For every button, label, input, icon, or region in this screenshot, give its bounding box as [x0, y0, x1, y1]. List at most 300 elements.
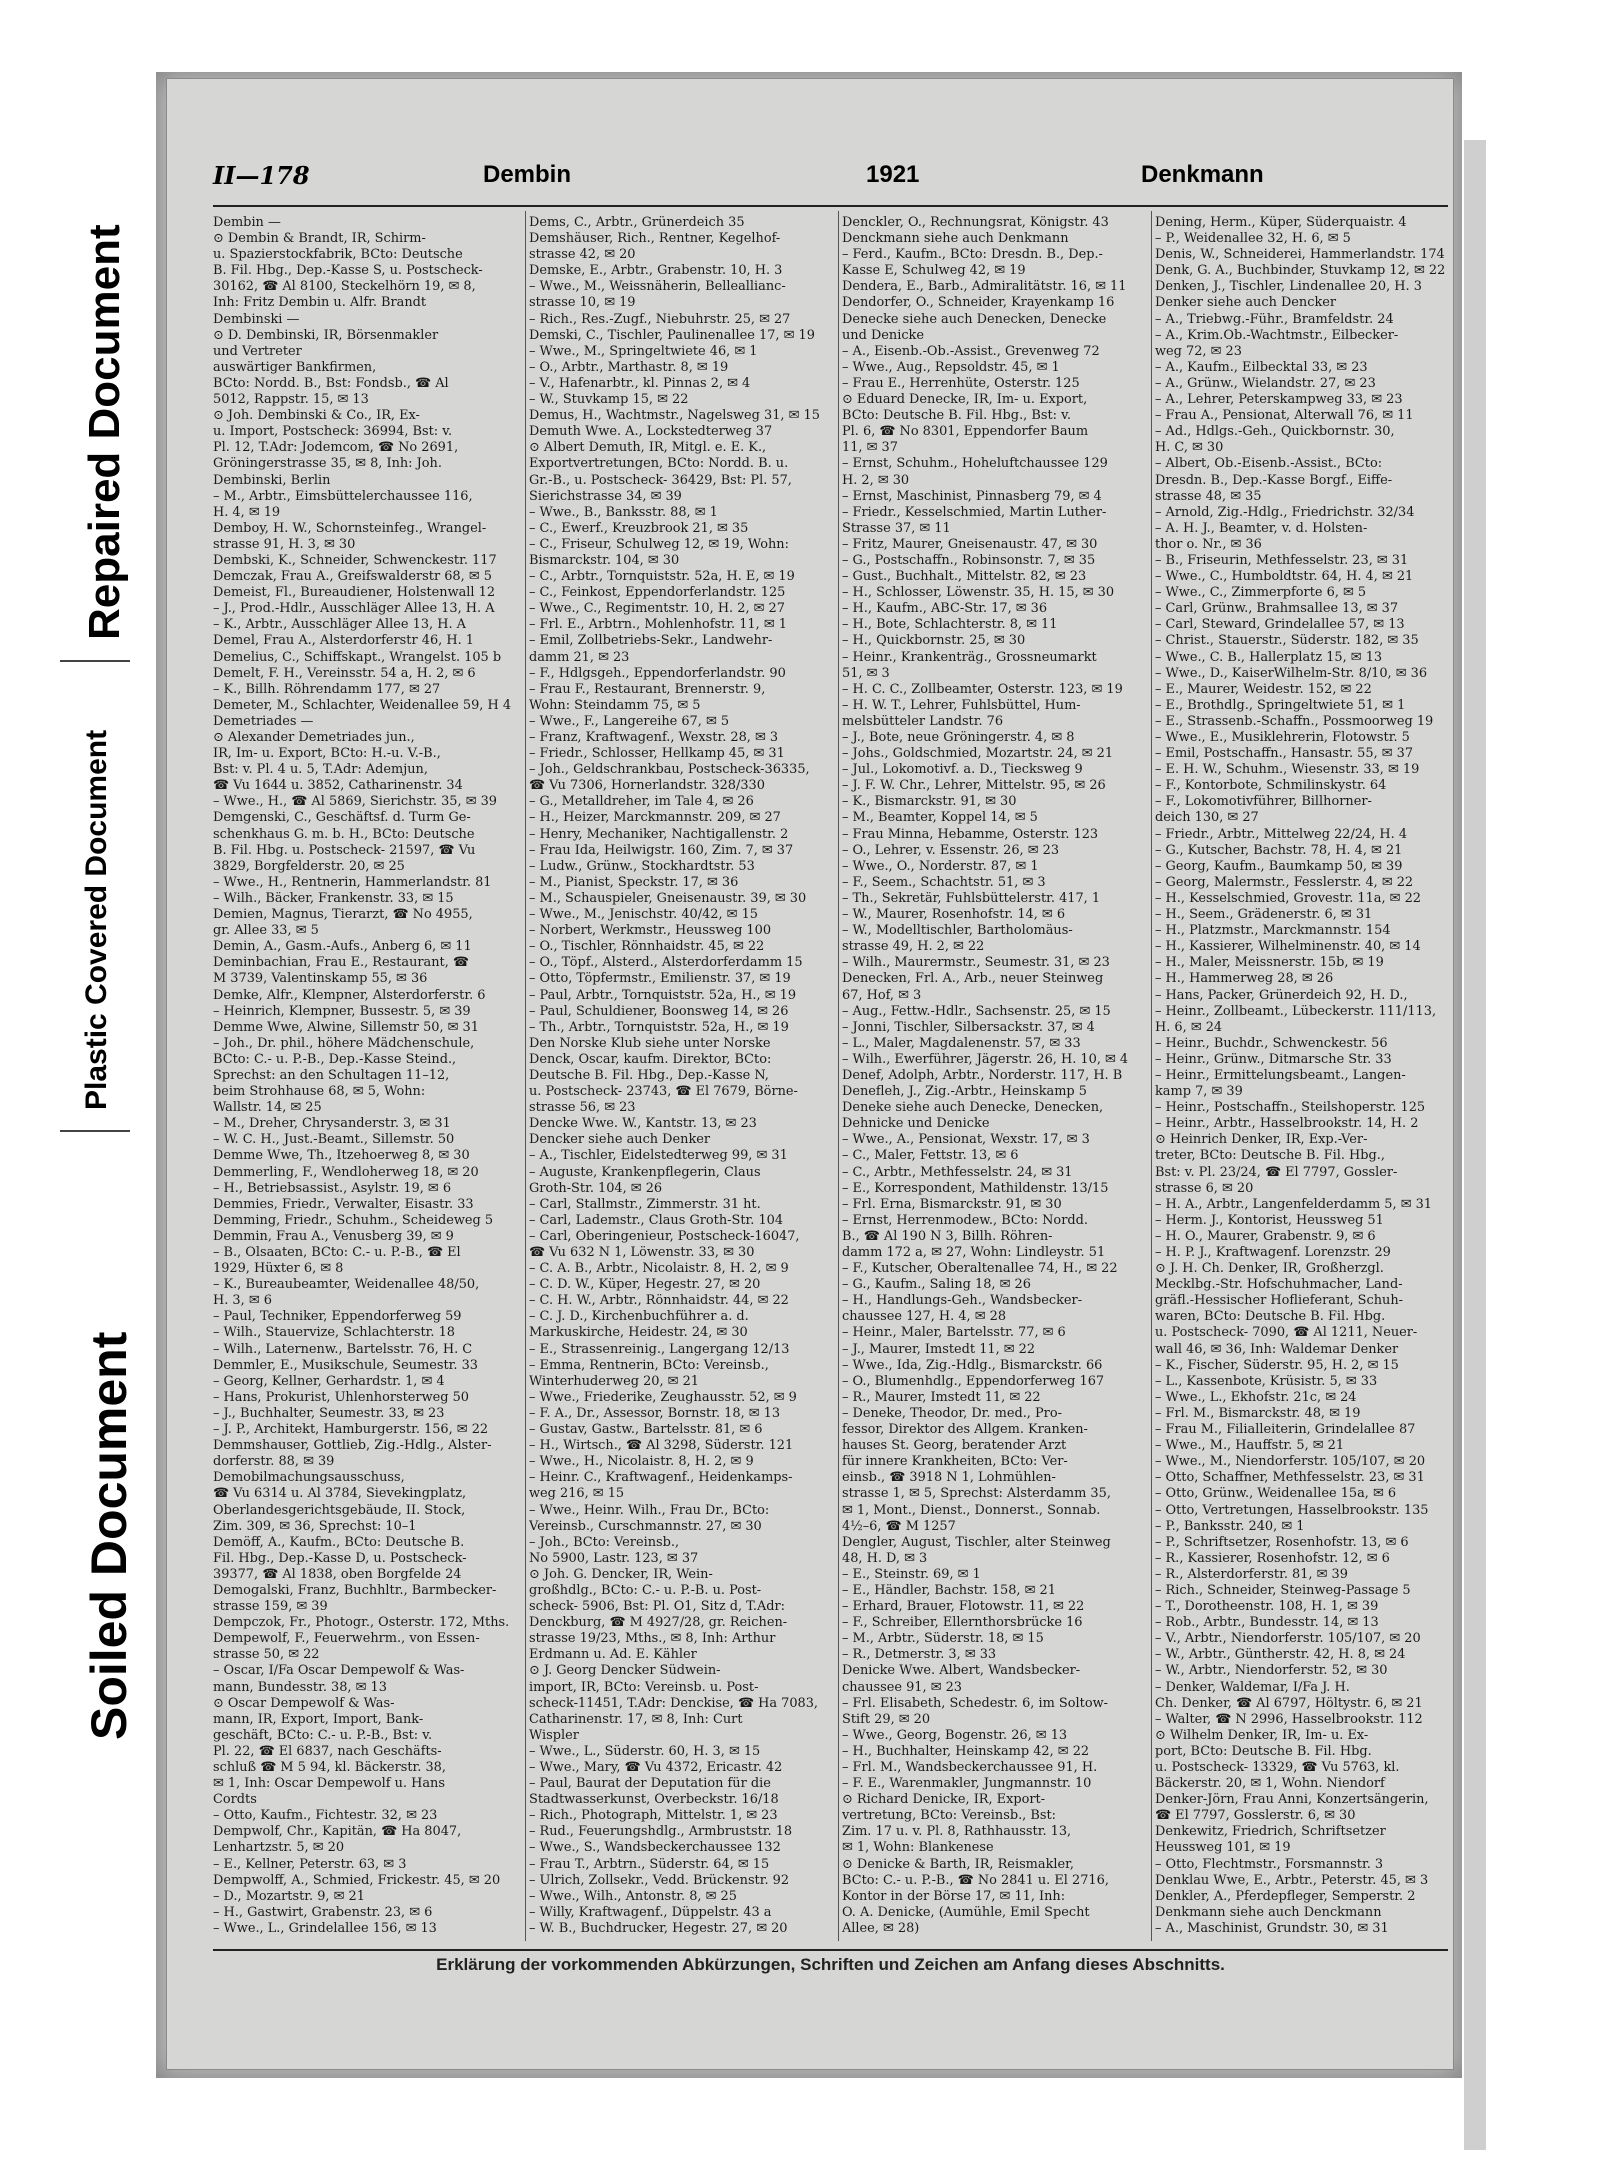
directory-entry-line: – J., Buchhalter, Seumestr. 33, ✉ 23: [213, 1405, 445, 1421]
directory-entry-line: – Willy, Kraftwagenf., Düppelstr. 43 a: [529, 1904, 772, 1920]
directory-entry-line: weg 72, ✉ 23: [1155, 343, 1242, 359]
directory-entry-line: Bst: v. Pl. 23/24, ☎ El 7797, Gossler-: [1155, 1164, 1398, 1180]
directory-entry-line: Dresdn. B., Dep.-Kasse Borgf., Eiffe-: [1155, 472, 1393, 488]
directory-entry-line: Dempwolff, A., Schmied, Frickestr. 45, ✉ 20: [213, 1872, 501, 1888]
directory-entry-line: – Georg, Kaufm., Baumkamp 50, ✉ 39: [1155, 858, 1403, 874]
directory-entry-line: Gr.-B., u. Postscheck- 36429, Bst: Pl. 57,: [529, 472, 792, 488]
directory-entry-line: – Hans, Prokurist, Uhlenhorsterweg 50: [213, 1389, 470, 1405]
directory-entry-line: – Wilh., Maurermstr., Seumestr. 31, ✉ 23: [842, 955, 1110, 971]
directory-entry-line: – A. H. J., Beamter, v. d. Holsten-: [1155, 520, 1368, 536]
directory-entry-line: – K., Fischer, Süderstr. 95, H. 2, ✉ 15: [1155, 1357, 1399, 1373]
directory-entry-line: 39377, ☎ Al 1838, oben Borgfelde 24: [213, 1566, 462, 1582]
directory-entry-line: – Wwe., M., Niendorferstr. 105/107, ✉ 20: [1155, 1454, 1426, 1470]
directory-entry-line: M 3739, Valentinskamp 55, ✉ 36: [213, 971, 428, 987]
directory-entry-line: weg 216, ✉ 15: [529, 1486, 625, 1502]
directory-entry-line: ⊙ Joh. G. Dencker, IR, Wein-: [529, 1566, 713, 1582]
directory-entry-line: – H., Quickbornstr. 25, ✉ 30: [842, 633, 1026, 649]
directory-entry-line: strasse 1, ✉ 5, Sprechst: Alsterdamm 35,: [842, 1486, 1111, 1502]
directory-entry-line: Dempczok, Fr., Photogr., Osterstr. 172, Mths.: [213, 1615, 510, 1631]
directory-entry-line: – H., Hammerweg 28, ✉ 26: [1155, 971, 1334, 987]
directory-entry-line: 30162, ☎ Al 8100, Steckelhörn 19, ✉ 8,: [213, 279, 476, 295]
directory-entry-line: – E., Strassenb.-Schaffn., Possmoorweg 19: [1155, 713, 1434, 729]
directory-entry-line: – Heinr., Zollbeamt., Lübeckerstr. 111/113,: [1155, 1003, 1437, 1019]
directory-entry-line: Demske, E., Arbtr., Grabenstr. 10, H. 3: [529, 263, 783, 279]
directory-entry-line: B., ☎ Al 190 N 3, Billh. Röhren-: [842, 1228, 1053, 1244]
directory-entry-line: Stift 29, ✉ 20: [842, 1711, 931, 1727]
directory-entry-line: Demogalski, Franz, Buchhltr., Barmbecker-: [213, 1582, 497, 1598]
directory-entry-line: – M., Arbtr., Süderstr. 18, ✉ 15: [842, 1631, 1044, 1647]
directory-entry-line: – A., Tischler, Eidelstedterweg 99, ✉ 31: [529, 1148, 788, 1164]
directory-entry-line: – K., Billh. Röhrendamm 177, ✉ 27: [213, 681, 441, 697]
directory-entry-line: – Wwe., C. B., Hallerplatz 15, ✉ 13: [1155, 649, 1383, 665]
directory-entry-line: Dening, Herm., Küper, Süderquaistr. 4: [1155, 215, 1407, 230]
directory-entry-line: – Joh., BCto: Vereinsb.,: [529, 1534, 680, 1550]
directory-entry-line: ⊙ J. H. Ch. Denker, IR, Großherzgl.: [1155, 1261, 1384, 1277]
directory-entry-line: – G., Kaufm., Saling 18, ✉ 26: [842, 1277, 1031, 1293]
column-divider: [1151, 211, 1152, 1941]
directory-entry-line: strasse 48, ✉ 35: [1155, 488, 1262, 504]
directory-entry-line: – C. J. D., Kirchenbuchführer a. d.: [529, 1309, 749, 1325]
directory-entry-line: – R., Kassierer, Rosenhofstr. 12, ✉ 6: [1155, 1550, 1390, 1566]
directory-entry-line: – J., Prod.-Hdlr., Ausschläger Allee 13, H. A: [213, 601, 495, 617]
directory-entry-line: ⊙ Heinrich Denker, IR, Exp.-Ver-: [1155, 1132, 1368, 1148]
directory-entry-line: Heussweg 101, ✉ 19: [1155, 1840, 1291, 1856]
directory-entry-line: – F., Lokomotivführer, Billhorner-: [1155, 794, 1372, 810]
directory-entry-line: Demboy, H. W., Schornsteinfeg., Wrangel-: [213, 520, 487, 536]
directory-entry-line: Vereinsb., Curschmannstr. 27, ✉ 30: [529, 1518, 762, 1534]
directory-entry-line: – O., Tischler, Rönnhaidstr. 45, ✉ 22: [529, 939, 765, 955]
directory-entry-line: – V., Hafenarbtr., kl. Pinnas 2, ✉ 4: [529, 375, 751, 391]
directory-entry-line: – Frau A., Pensionat, Alterwall 76, ✉ 11: [1155, 408, 1414, 424]
first-entry-word: Dembin: [483, 161, 572, 188]
directory-entry-line: – Heinr. C., Kraftwagenf., Heidenkamps-: [529, 1470, 793, 1486]
directory-entry-line: Dencke Wwe. W., Kantstr. 13, ✉ 23: [529, 1116, 757, 1132]
directory-entry-line: – Paul, Baurat der Deputation für die: [529, 1776, 771, 1792]
directory-entry-line: Exportvertretungen, BCto: Nordd. B. u.: [529, 456, 789, 472]
directory-entry-line: – F., Seem., Schachtstr. 51, ✉ 3: [842, 874, 1046, 890]
directory-entry-line: Dehnicke und Denicke: [842, 1116, 990, 1132]
directory-entry-line: – Carl, Lademstr., Claus Groth-Str. 104: [529, 1212, 784, 1228]
directory-entry-line: Demuth Wwe. A., Lockstedterweg 37: [529, 424, 773, 440]
directory-entry-line: Oberlandesgerichtsgebäude, II. Stock,: [213, 1502, 466, 1518]
directory-entry-line: – Jonni, Tischler, Silbersackstr. 37, ✉ 4: [842, 1019, 1095, 1035]
column-3: [842, 215, 1158, 1935]
directory-entry-line: – G., Metalldreher, im Tale 4, ✉ 26: [529, 794, 754, 810]
directory-entry-line: einsb., ☎ 3918 N 1, Lohmühlen-: [842, 1470, 1056, 1486]
directory-entry-line: Demmies, Friedr., Verwalter, Eisastr. 33: [213, 1196, 474, 1212]
directory-entry-line: IR, Im- u. Export, BCto: H.-u. V.-B.,: [213, 746, 441, 762]
directory-entry-line: strasse 91, H. 3, ✉ 30: [213, 536, 356, 552]
directory-entry-line: gr. Allee 33, ✉ 5: [213, 923, 319, 939]
directory-entry-line: – Frl. E., Arbtrn., Mohlenhofstr. 11, ✉ 1: [529, 617, 787, 633]
directory-entry-line: – R., Maurer, Imstedt 11, ✉ 22: [842, 1389, 1041, 1405]
directory-entry-line: – W., Maurer, Rosenhofstr. 14, ✉ 6: [842, 907, 1066, 923]
directory-entry-line: 5012, Rappstr. 15, ✉ 13: [213, 392, 369, 408]
directory-entry-line: Mecklbg.-Str. Hofschuhmacher, Land-: [1155, 1277, 1403, 1293]
directory-entry-line: BCto: Deutsche B. Fil. Hbg., Bst: v.: [842, 408, 1071, 424]
directory-entry-line: – H. P. J., Kraftwagenf. Lorenzstr. 29: [1155, 1245, 1391, 1260]
directory-entry-line: – Carl, Steward, Grindelallee 57, ✉ 13: [1155, 617, 1405, 633]
directory-entry-line: – L., Kassenbote, Krüsistr. 5, ✉ 33: [1155, 1373, 1378, 1389]
directory-entry-line: – Wwe., A., Pensionat, Wexstr. 17, ✉ 3: [842, 1132, 1090, 1148]
directory-entry-line: Dengler, August, Tischler, alter Steinweg: [842, 1534, 1111, 1550]
side-label-soiled: Soiled Document: [81, 1331, 137, 1740]
directory-entry-line: scheck-11451, T.Adr: Denckise, ☎ Ha 7083,: [529, 1695, 819, 1711]
directory-entry-line: 3829, Borgfelderstr. 20, ✉ 25: [213, 858, 405, 874]
directory-entry-line: – Heinr., Maler, Bartelsstr. 77, ✉ 6: [842, 1325, 1066, 1341]
directory-entry-line: Dembin —: [213, 215, 281, 230]
directory-entry-line: – Wwe., Ida, Zig.-Hdlg., Bismarckstr. 66: [842, 1357, 1103, 1373]
directory-entry-line: wall 46, ✉ 36, Inh: Waldemar Denker: [1155, 1341, 1399, 1357]
directory-entry-line: – Wwe., Mary, ☎ Vu 4372, Ericastr. 42: [529, 1760, 783, 1775]
abbreviation-note: Erklärung der vorkommenden Abkürzungen, Schriften und Zeichen am Anfang dieses Abschnitts.: [436, 1955, 1225, 1974]
directory-entry-line: auswärtiger Bankfirmen,: [213, 359, 377, 375]
directory-entry-line: – A., Krim.Ob.-Wachtmstr., Eilbecker-: [1155, 327, 1399, 343]
directory-entry-line: Sprechst: an den Schultagen 11–12,: [213, 1067, 450, 1083]
directory-entry-line: strasse 10, ✉ 19: [529, 295, 636, 311]
directory-entry-line: Denkler, A., Pferdepfleger, Semperstr. 2: [1155, 1888, 1416, 1904]
directory-entry-line: – Wwe., L., Süderstr. 60, H. 3, ✉ 15: [529, 1743, 761, 1759]
directory-entry-line: Wispler: [529, 1727, 579, 1743]
directory-entry-line: – Paul, Schuldiener, Boonsweg 14, ✉ 26: [529, 1003, 789, 1019]
directory-entry-line: – Wwe., B., Banksstr. 88, ✉ 1: [529, 504, 718, 520]
directory-entry-line: – J., Bote, neue Gröningerstr. 4, ✉ 8: [842, 730, 1075, 745]
directory-entry-line: ☎ El 7797, Gosslerstr. 6, ✉ 30: [1155, 1808, 1356, 1824]
directory-entry-line: Fil. Hbg., Dep.-Kasse D, u. Postscheck-: [213, 1550, 467, 1566]
directory-entry-line: – Wwe., C., Regimentstr. 10, H. 2, ✉ 27: [529, 601, 785, 617]
directory-entry-line: – Emil, Zollbetriebs-Sekr., Landwehr-: [529, 633, 773, 649]
directory-entry-line: mann, Bundesstr. 38, ✉ 13: [213, 1679, 387, 1695]
directory-entry-line: ☎ Vu 7306, Hornerlandstr. 328/330: [529, 778, 765, 794]
directory-entry-line: – Carl, Stallmstr., Zimmerstr. 31 ht.: [529, 1196, 761, 1212]
directory-entry-line: – K., Bismarckstr. 91, ✉ 30: [842, 794, 1017, 810]
directory-entry-line: Dempewolf, F., Feuerwehrm., von Essen-: [213, 1631, 480, 1647]
directory-entry-line: BCto: C.- u. P.-B., Dep.-Kasse Steind.,: [213, 1051, 457, 1067]
directory-entry-line: – Otto, Grünw., Weidenallee 15a, ✉ 6: [1155, 1486, 1397, 1502]
directory-entry-line: – Ludw., Grünw., Stockhardtstr. 53: [529, 858, 755, 874]
directory-entry-line: – T., Dorotheenstr. 108, H. 1, ✉ 39: [1155, 1599, 1379, 1615]
directory-entry-line: – O., Töpf., Alsterd., Alsterdorferdamm 15: [529, 955, 803, 971]
directory-entry-line: – Emil, Postschaffn., Hansastr. 55, ✉ 37: [1155, 746, 1414, 762]
directory-entry-line: – R., Alsterdorferstr. 81, ✉ 39: [1155, 1566, 1348, 1582]
directory-entry-line: – C. H. W., Arbtr., Rönnhaidstr. 44, ✉ 22: [529, 1293, 789, 1309]
directory-entry-line: – L., Maler, Magdalenenstr. 57, ✉ 33: [842, 1035, 1081, 1051]
directory-entry-line: u. Import, Postscheck: 36994, Bst: v.: [213, 424, 453, 440]
directory-entry-line: Demme Wwe, Alwine, Sillemstr 50, ✉ 31: [213, 1019, 479, 1035]
directory-entry-line: – Erhard, Brauer, Flotowstr. 11, ✉ 22: [842, 1599, 1085, 1615]
directory-entry-line: schluß ☎ M 5 94, kl. Bäckerstr. 38,: [213, 1760, 446, 1775]
directory-entry-line: ☎ Vu 1644 u. 3852, Catharinenstr. 34: [213, 778, 463, 794]
directory-entry-line: Catharinenstr. 17, ✉ 8, Inh: Curt: [529, 1711, 743, 1727]
directory-entry-line: Denecken, Frl. A., Arb., neuer Steinweg: [842, 971, 1104, 987]
directory-entry-line: – Wwe., M., Jenischstr. 40/42, ✉ 15: [529, 907, 758, 923]
directory-entry-line: ⊙ Eduard Denecke, IR, Im- u. Export,: [842, 392, 1088, 408]
directory-entry-line: Lenhartzstr. 5, ✉ 20: [213, 1840, 345, 1856]
directory-entry-line: – A., Lehrer, Peterskampweg 33, ✉ 23: [1155, 392, 1403, 408]
directory-entry-line: Kontor in der Börse 17, ✉ 11, Inh:: [842, 1888, 1066, 1904]
directory-entry-line: – Frau E., Herrenhüte, Osterstr. 125: [842, 375, 1080, 391]
directory-entry-line: dorferstr. 88, ✉ 39: [213, 1454, 335, 1470]
directory-entry-line: – O., Lehrer, v. Essenstr. 26, ✉ 23: [842, 842, 1060, 858]
column-divider: [525, 211, 526, 1941]
directory-entry-line: Winterhuderweg 20, ✉ 21: [529, 1373, 699, 1389]
directory-entry-line: – B., Friseurin, Methfesselstr. 23, ✉ 31: [1155, 552, 1409, 568]
directory-entry-line: – Ernst, Herrenmodew., BCto: Nordd.: [842, 1212, 1088, 1228]
directory-entry-line: – Paul, Arbtr., Tornquiststr. 52a, H., ✉ 19: [529, 987, 797, 1003]
directory-entry-line: – Friedr., Kesselschmied, Martin Luther-: [842, 504, 1107, 520]
directory-entry-line: – Georg, Kellner, Gerhardstr. 1, ✉ 4: [213, 1373, 445, 1389]
directory-entry-line: – E., Kellner, Peterstr. 63, ✉ 3: [213, 1856, 407, 1872]
directory-entry-line: – Walter, ☎ N 2996, Hasselbrookstr. 112: [1155, 1711, 1423, 1727]
directory-entry-line: – Heinr., Buchdr., Schwenckestr. 56: [1155, 1035, 1388, 1051]
directory-entry-line: – Otto, Schaffner, Methfesselstr. 23, ✉ 31: [1155, 1470, 1425, 1486]
directory-entry-line: – Ulrich, Zollsekr., Vedd. Brückenstr. 92: [529, 1872, 790, 1888]
directory-entry-line: – Rud., Feuerungshdlg., Armbruststr. 18: [529, 1824, 793, 1840]
column-4: [1155, 215, 1450, 1935]
directory-entry-line: Demel, Frau A., Alsterdorferstr 46, H. 1: [213, 633, 474, 649]
directory-entry-line: – Wwe., H., Rentnerin, Hammerlandstr. 81: [213, 874, 492, 890]
directory-entry-line: – Oscar, I/Fa Oscar Dempewolf & Was-: [213, 1663, 465, 1679]
header-year: 1921: [866, 161, 920, 188]
directory-entry-line: und Denicke: [842, 327, 925, 343]
directory-entry-line: hauses St. Georg, beratender Arzt: [842, 1438, 1067, 1454]
directory-entry-line: Inh: Fritz Dembin u. Alfr. Brandt: [213, 295, 427, 311]
directory-entry-line: ⊙ Albert Demuth, IR, Mitgl. e. E. K.,: [529, 440, 767, 456]
directory-entry-line: – E., Brothdlg., Springeltwiete 51, ✉ 1: [1155, 697, 1406, 713]
directory-entry-line: – Wilh., Stauervize, Schlachterstr. 18: [213, 1325, 456, 1341]
column-divider: [838, 211, 839, 1941]
directory-entry-line: Demmin, Frau A., Venusberg 39, ✉ 9: [213, 1228, 454, 1244]
directory-entry-line: – Frau T., Arbtrn., Süderstr. 64, ✉ 15: [529, 1856, 770, 1872]
directory-entry-line: Denker-Jörn, Frau Anni, Konzertsängerin,: [1155, 1792, 1429, 1808]
directory-entry-line: – Frau M., Filialleiterin, Grindelallee 87: [1155, 1422, 1416, 1438]
directory-entry-line: – Friedr., Schlosser, Hellkamp 45, ✉ 31: [529, 746, 785, 762]
directory-entry-line: Demski, C., Tischler, Paulinenallee 17, ✉ 19: [529, 327, 815, 343]
directory-entry-line: Denkewitz, Friedrich, Schriftsetzer: [1155, 1824, 1386, 1840]
directory-entry-line: – Rich., Photograph, Mittelstr. 1, ✉ 23: [529, 1808, 778, 1824]
header-rule: [213, 205, 1448, 207]
directory-entry-line: Sierichstrasse 34, ✉ 39: [529, 488, 682, 504]
directory-entry-line: – C., Maler, Fettstr. 13, ✉ 6: [842, 1148, 1019, 1164]
directory-entry-line: ⊙ Oscar Dempewolf & Was-: [213, 1695, 395, 1711]
column-2: [529, 215, 845, 1935]
directory-entry-line: – Wwe., M., Hauffstr. 5, ✉ 21: [1155, 1438, 1345, 1454]
side-label-separator: [60, 660, 130, 662]
directory-entry-line: Demmshauser, Gottlieb, Zig.-Hdlg., Alster-: [213, 1438, 492, 1454]
directory-entry-line: O. A. Denicke, (Aumühle, Emil Specht: [842, 1904, 1090, 1920]
directory-entry-line: – Heinrich, Klempner, Bussestr. 5, ✉ 39: [213, 1003, 471, 1019]
directory-entry-line: u. Spazierstockfabrik, BCto: Deutsche: [213, 247, 463, 263]
directory-entry-line: strasse 49, H. 2, ✉ 22: [842, 939, 985, 955]
directory-entry-line: – H. A., Arbtr., Langenfelderdamm 5, ✉ 31: [1155, 1196, 1432, 1212]
directory-entry-line: ⊙ D. Dembinski, IR, Börsenmakler: [213, 327, 439, 343]
directory-entry-line: – H., Maler, Meissnerstr. 15b, ✉ 19: [1155, 955, 1384, 971]
directory-entry-line: – Emma, Rentnerin, BCto: Vereinsb.,: [529, 1357, 769, 1373]
directory-entry-line: Demgenski, C., Geschäftsf. d. Turm Ge-: [213, 810, 471, 826]
directory-entry-line: – E., Korrespondent, Mathildenstr. 13/15: [842, 1180, 1109, 1196]
directory-entry-line: – Heinr., Arbtr., Hasselbrookstr. 14, H. 2: [1155, 1116, 1419, 1132]
directory-entry-line: – Henry, Mechaniker, Nachtigallenstr. 2: [529, 826, 789, 842]
directory-entry-line: Dembski, K., Schneider, Schwenckestr. 117: [213, 552, 497, 568]
page-header: [213, 161, 1448, 195]
directory-entry-line: Denecke siehe auch Denecken, Denecke: [842, 311, 1107, 327]
directory-entry-line: – F. E., Warenmakler, Jungmannstr. 10: [842, 1776, 1092, 1792]
directory-entry-line: H. C, ✉ 30: [1155, 440, 1224, 456]
directory-entry-line: strasse 6, ✉ 20: [1155, 1180, 1254, 1196]
directory-entry-line: – Albert, Ob.-Eisenb.-Assist., BCto:: [1155, 456, 1383, 472]
directory-entry-line: – J. P., Architekt, Hamburgerstr. 156, ✉ 22: [213, 1422, 489, 1438]
directory-entry-line: – Wwe., E., Musiklehrerin, Flotowstr. 5: [1155, 730, 1410, 745]
directory-entry-line: – H., Kesselschmied, Grovestr. 11a, ✉ 22: [1155, 890, 1421, 906]
directory-entry-line: – M., Pianist, Speckstr. 17, ✉ 36: [529, 874, 739, 890]
directory-entry-line: – E. H. W., Schuhm., Wiesenstr. 33, ✉ 19: [1155, 762, 1420, 778]
directory-entry-line: 1929, Hüxter 6, ✉ 8: [213, 1261, 344, 1277]
directory-entry-line: – Frl. M., Wandsbeckerchaussee 91, H.: [842, 1760, 1098, 1775]
directory-entry-line: – Auguste, Krankenpflegerin, Claus: [529, 1164, 761, 1180]
directory-entry-line: – Th., Sekretär, Fuhlsbüttelerstr. 417, 1: [842, 890, 1101, 906]
directory-entry-line: – H., Gastwirt, Grabenstr. 23, ✉ 6: [213, 1904, 433, 1920]
directory-entry-line: 51, ✉ 3: [842, 665, 890, 681]
directory-entry-line: Denker siehe auch Dencker: [1155, 295, 1337, 311]
directory-entry-line: – Frl. Erna, Bismarckstr. 91, ✉ 30: [842, 1196, 1062, 1212]
directory-entry-line: Groth-Str. 104, ✉ 26: [529, 1180, 663, 1196]
directory-entry-line: Denkmann siehe auch Denckmann: [1155, 1904, 1382, 1920]
directory-entry-line: chaussee 91, ✉ 23: [842, 1679, 962, 1695]
directory-entry-line: – F., Kontorbote, Schmilinskystr. 64: [1155, 778, 1387, 794]
page-number: II—178: [213, 161, 310, 190]
directory-entry-line: u. Postscheck- 23743, ☎ El 7679, Börne-: [529, 1084, 798, 1100]
directory-entry-line: Denckburg, ☎ M 4927/28, gr. Reichen-: [529, 1615, 788, 1631]
directory-entry-line: – Hans, Packer, Grünerdeich 92, H. D.,: [1155, 987, 1408, 1003]
directory-entry-line: strasse 42, ✉ 20: [529, 247, 636, 263]
directory-entry-line: – Aug., Fettw.-Hdlr., Sachsenstr. 25, ✉ 15: [842, 1003, 1111, 1019]
directory-entry-line: H. 2, ✉ 30: [842, 472, 910, 488]
directory-entry-line: Kasse E, Schulweg 42, ✉ 19: [842, 263, 1026, 279]
directory-entry-line: – Wwe., O., Norderstr. 87, ✉ 1: [842, 858, 1039, 874]
directory-entry-line: – Heinr., Ermittelungsbeamt., Langen-: [1155, 1067, 1406, 1083]
directory-entry-line: Markuskirche, Heidestr. 24, ✉ 30: [529, 1325, 748, 1341]
directory-entry-line: – Carl, Oberingenieur, Postscheck-16047,: [529, 1228, 800, 1244]
directory-entry-line: Allee, ✉ 28): [842, 1920, 920, 1935]
directory-entry-line: – Otto, Vertretungen, Hasselbrookstr. 135: [1155, 1502, 1429, 1518]
directory-entry-line: – Franz, Kraftwagenf., Wexstr. 28, ✉ 3: [529, 730, 779, 745]
directory-entry-line: Den Norske Klub siehe unter Norske: [529, 1035, 771, 1051]
directory-entry-line: gräfl.-Hessischer Hoflieferant, Schuh-: [1155, 1293, 1403, 1309]
directory-entry-line: – W. C. H., Just.-Beamt., Sillemstr. 50: [213, 1132, 455, 1148]
directory-entry-line: – Rich., Res.-Zugf., Niebuhrstr. 25, ✉ 27: [529, 311, 791, 327]
directory-entry-line: Denef, Adolph, Arbtr., Norderstr. 117, H. B: [842, 1067, 1123, 1083]
directory-entry-line: Denklau Wwe, E., Arbtr., Peterstr. 45, ✉ 3: [1155, 1872, 1429, 1888]
directory-entry-line: – Wwe., H., ☎ Al 5869, Sierichstr. 35, ✉ 39: [213, 794, 497, 810]
directory-entry-line: – Wwe., M., Weissnäherin, Belleallianc-: [529, 279, 786, 295]
directory-entry-line: B. Fil. Hbg. u. Postscheck- 21597, ☎ Vu: [213, 842, 476, 858]
directory-entry-line: – Georg, Malermstr., Fesslerstr. 4, ✉ 22: [1155, 874, 1414, 890]
directory-entry-line: ⊙ Dembin & Brandt, IR, Schirm-: [213, 231, 426, 247]
directory-entry-line: damm 21, ✉ 23: [529, 649, 630, 665]
directory-entry-line: – Wwe., Heinr. Wilh., Frau Dr., BCto:: [529, 1502, 770, 1518]
directory-entry-line: – O., Arbtr., Marthastr. 8, ✉ 19: [529, 359, 729, 375]
directory-entry-line: schenkhaus G. m. b. H., BCto: Deutsche: [213, 826, 475, 842]
directory-entry-line: H. 3, ✉ 6: [213, 1293, 272, 1309]
directory-entry-line: – Jul., Lokomotivf. a. D., Tiecksweg 9: [842, 762, 1083, 778]
directory-entry-line: – Wwe., F., Langereihe 67, ✉ 5: [529, 713, 730, 729]
directory-entry-line: – A., Maschinist, Grundstr. 30, ✉ 31: [1155, 1920, 1389, 1935]
directory-entry-line: – Wwe., H., Nicolaistr. 8, H. 2, ✉ 9: [529, 1454, 754, 1470]
directory-entry-line: Deminbachian, Frau E., Restaurant, ☎: [213, 955, 469, 971]
directory-entry-line: Denken, J., Tischler, Lindenallee 20, H. 3: [1155, 279, 1422, 295]
directory-entry-line: – Wwe., D., KaiserWilhelm-Str. 8/10, ✉ 36: [1155, 665, 1428, 681]
directory-entry-line: – Arnold, Zig.-Hdlg., Friedrichstr. 32/34: [1155, 504, 1415, 520]
directory-entry-line: – Joh., Dr. phil., höhere Mädchenschule,: [213, 1035, 475, 1051]
directory-entry-line: Denis, W., Schneiderei, Hammerlandstr. 174: [1155, 247, 1445, 263]
directory-entry-line: No 5900, Lastr. 123, ✉ 37: [529, 1550, 699, 1566]
directory-entry-line: – V., Arbtr., Niendorferstr. 105/107, ✉ 20: [1155, 1631, 1421, 1647]
directory-entry-line: – O., Blumenhdlg., Eppendorferweg 167: [842, 1373, 1105, 1389]
side-label-plastic: Plastic Covered Document: [80, 729, 113, 1110]
directory-entry-line: – Ad., Hdlgs.-Geh., Quickbornstr. 30,: [1155, 424, 1395, 440]
directory-entry-line: B. Fil. Hbg., Dep.-Kasse S, u. Postscheck-: [213, 263, 483, 279]
directory-entry-line: – Wilh., Bäcker, Frankenstr. 33, ✉ 15: [213, 890, 454, 906]
directory-entry-line: – E., Maurer, Weidestr. 152, ✉ 22: [1155, 681, 1372, 697]
directory-entry-line: für innere Krankheiten, BCto: Ver-: [842, 1454, 1068, 1470]
directory-entry-line: Demshäuser, Rich., Rentner, Kegelhof-: [529, 231, 781, 247]
directory-entry-line: – Paul, Techniker, Eppendorferweg 59: [213, 1309, 462, 1325]
directory-entry-line: ⊙ Alexander Demetriades jun.,: [213, 730, 415, 745]
directory-entry-line: – A., Triebwg.-Führ., Bramfeldstr. 24: [1155, 311, 1394, 327]
directory-entry-line: Demobilmachungsausschuss,: [213, 1470, 405, 1486]
directory-entry-line: mann, IR, Export, Import, Bank-: [213, 1711, 424, 1727]
directory-entry-line: – F., Schreiber, Ellernthorsbrücke 16: [842, 1615, 1083, 1631]
directory-entry-line: Demöff, A., Kaufm., BCto: Deutsche B.: [213, 1534, 465, 1550]
directory-entry-line: Stadtwasserkunst, Overbeckstr. 16/18: [529, 1792, 779, 1808]
directory-entry-line: – Friedr., Arbtr., Mittelweg 22/24, H. 4: [1155, 826, 1408, 842]
directory-entry-line: Denk, G. A., Buchbinder, Stuvkamp 12, ✉ 22: [1155, 263, 1446, 279]
directory-entry-line: – W., Arbtr., Niendorferstr. 52, ✉ 30: [1155, 1663, 1388, 1679]
directory-entry-line: port, BCto: Deutsche B. Fil. Hbg.: [1155, 1743, 1372, 1759]
directory-entry-line: – H., Kassierer, Wilhelminenstr. 40, ✉ 14: [1155, 939, 1421, 955]
directory-entry-line: thor o. Nr., ✉ 36: [1155, 536, 1262, 552]
directory-entry-line: – A., Grünw., Wielandstr. 27, ✉ 23: [1155, 375, 1376, 391]
directory-entry-line: – P., Weidenallee 32, H. 6, ✉ 5: [1155, 231, 1351, 247]
directory-entry-line: Dendera, E., Barb., Admiralitätstr. 16, ✉ 11: [842, 279, 1127, 295]
side-label-repaired: Repaired Document: [80, 224, 129, 640]
footer-rule: [213, 1949, 1448, 1951]
directory-entry-line: Demelius, C., Schiffskapt., Wrangelst. 105 b: [213, 649, 502, 665]
directory-entry-line: Pl. 6, ☎ No 8301, Eppendorfer Baum: [842, 424, 1089, 440]
directory-entry-line: Demus, H., Wachtmstr., Nagelsweg 31, ✉ 15: [529, 408, 820, 424]
directory-entry-line: ✉ 1, Inh: Oscar Dempewolf u. Hans: [213, 1776, 445, 1792]
directory-entry-line: Demke, Alfr., Klempner, Alsterdorferstr. 6: [213, 987, 486, 1003]
directory-entry-line: melsbütteler Landstr. 76: [842, 713, 1004, 729]
directory-entry-line: Deutsche B. Fil. Hbg., Dep.-Kasse N,: [529, 1067, 769, 1083]
directory-entry-line: – C., Ewerf., Kreuzbrook 21, ✉ 35: [529, 520, 749, 536]
directory-entry-line: – P., Schriftsetzer, Rosenhofstr. 13, ✉ 6: [1155, 1534, 1409, 1550]
directory-entry-line: – F., Hdlgsgeh., Eppendorferlandstr. 90: [529, 665, 786, 681]
directory-entry-line: Deneke siehe auch Denecke, Denecken,: [842, 1100, 1104, 1116]
directory-entry-line: Pl. 22, ☎ El 6837, nach Geschäfts-: [213, 1743, 442, 1759]
directory-entry-line: ☎ Vu 6314 u. Al 3784, Sievekingplatz,: [213, 1486, 467, 1502]
directory-entry-line: 4½–6, ☎ M 1257: [842, 1518, 956, 1534]
directory-entry-line: – M., Arbtr., Eimsbüttelerchaussee 116,: [213, 488, 473, 504]
directory-entry-line: strasse 159, ✉ 39: [213, 1599, 328, 1615]
directory-entry-line: Denckler, O., Rechnungsrat, Königstr. 43: [842, 215, 1109, 230]
directory-entry-line: u. Postscheck- 7090, ☎ Al 1211, Neuer-: [1155, 1325, 1418, 1341]
directory-entry-line: – K., Bureaubeamter, Weidenallee 48/50,: [213, 1277, 480, 1293]
directory-entry-line: Demming, Friedr., Schuhm., Scheideweg 5: [213, 1212, 494, 1228]
directory-entry-line: – Denker, Waldemar, I/Fa J. H.: [1155, 1679, 1350, 1695]
directory-entry-line: – H., Wirtsch., ☎ Al 3298, Süderstr. 121: [529, 1438, 794, 1454]
directory-entry-line: – Joh., Geldschrankbau, Postscheck-36335,: [529, 762, 810, 778]
